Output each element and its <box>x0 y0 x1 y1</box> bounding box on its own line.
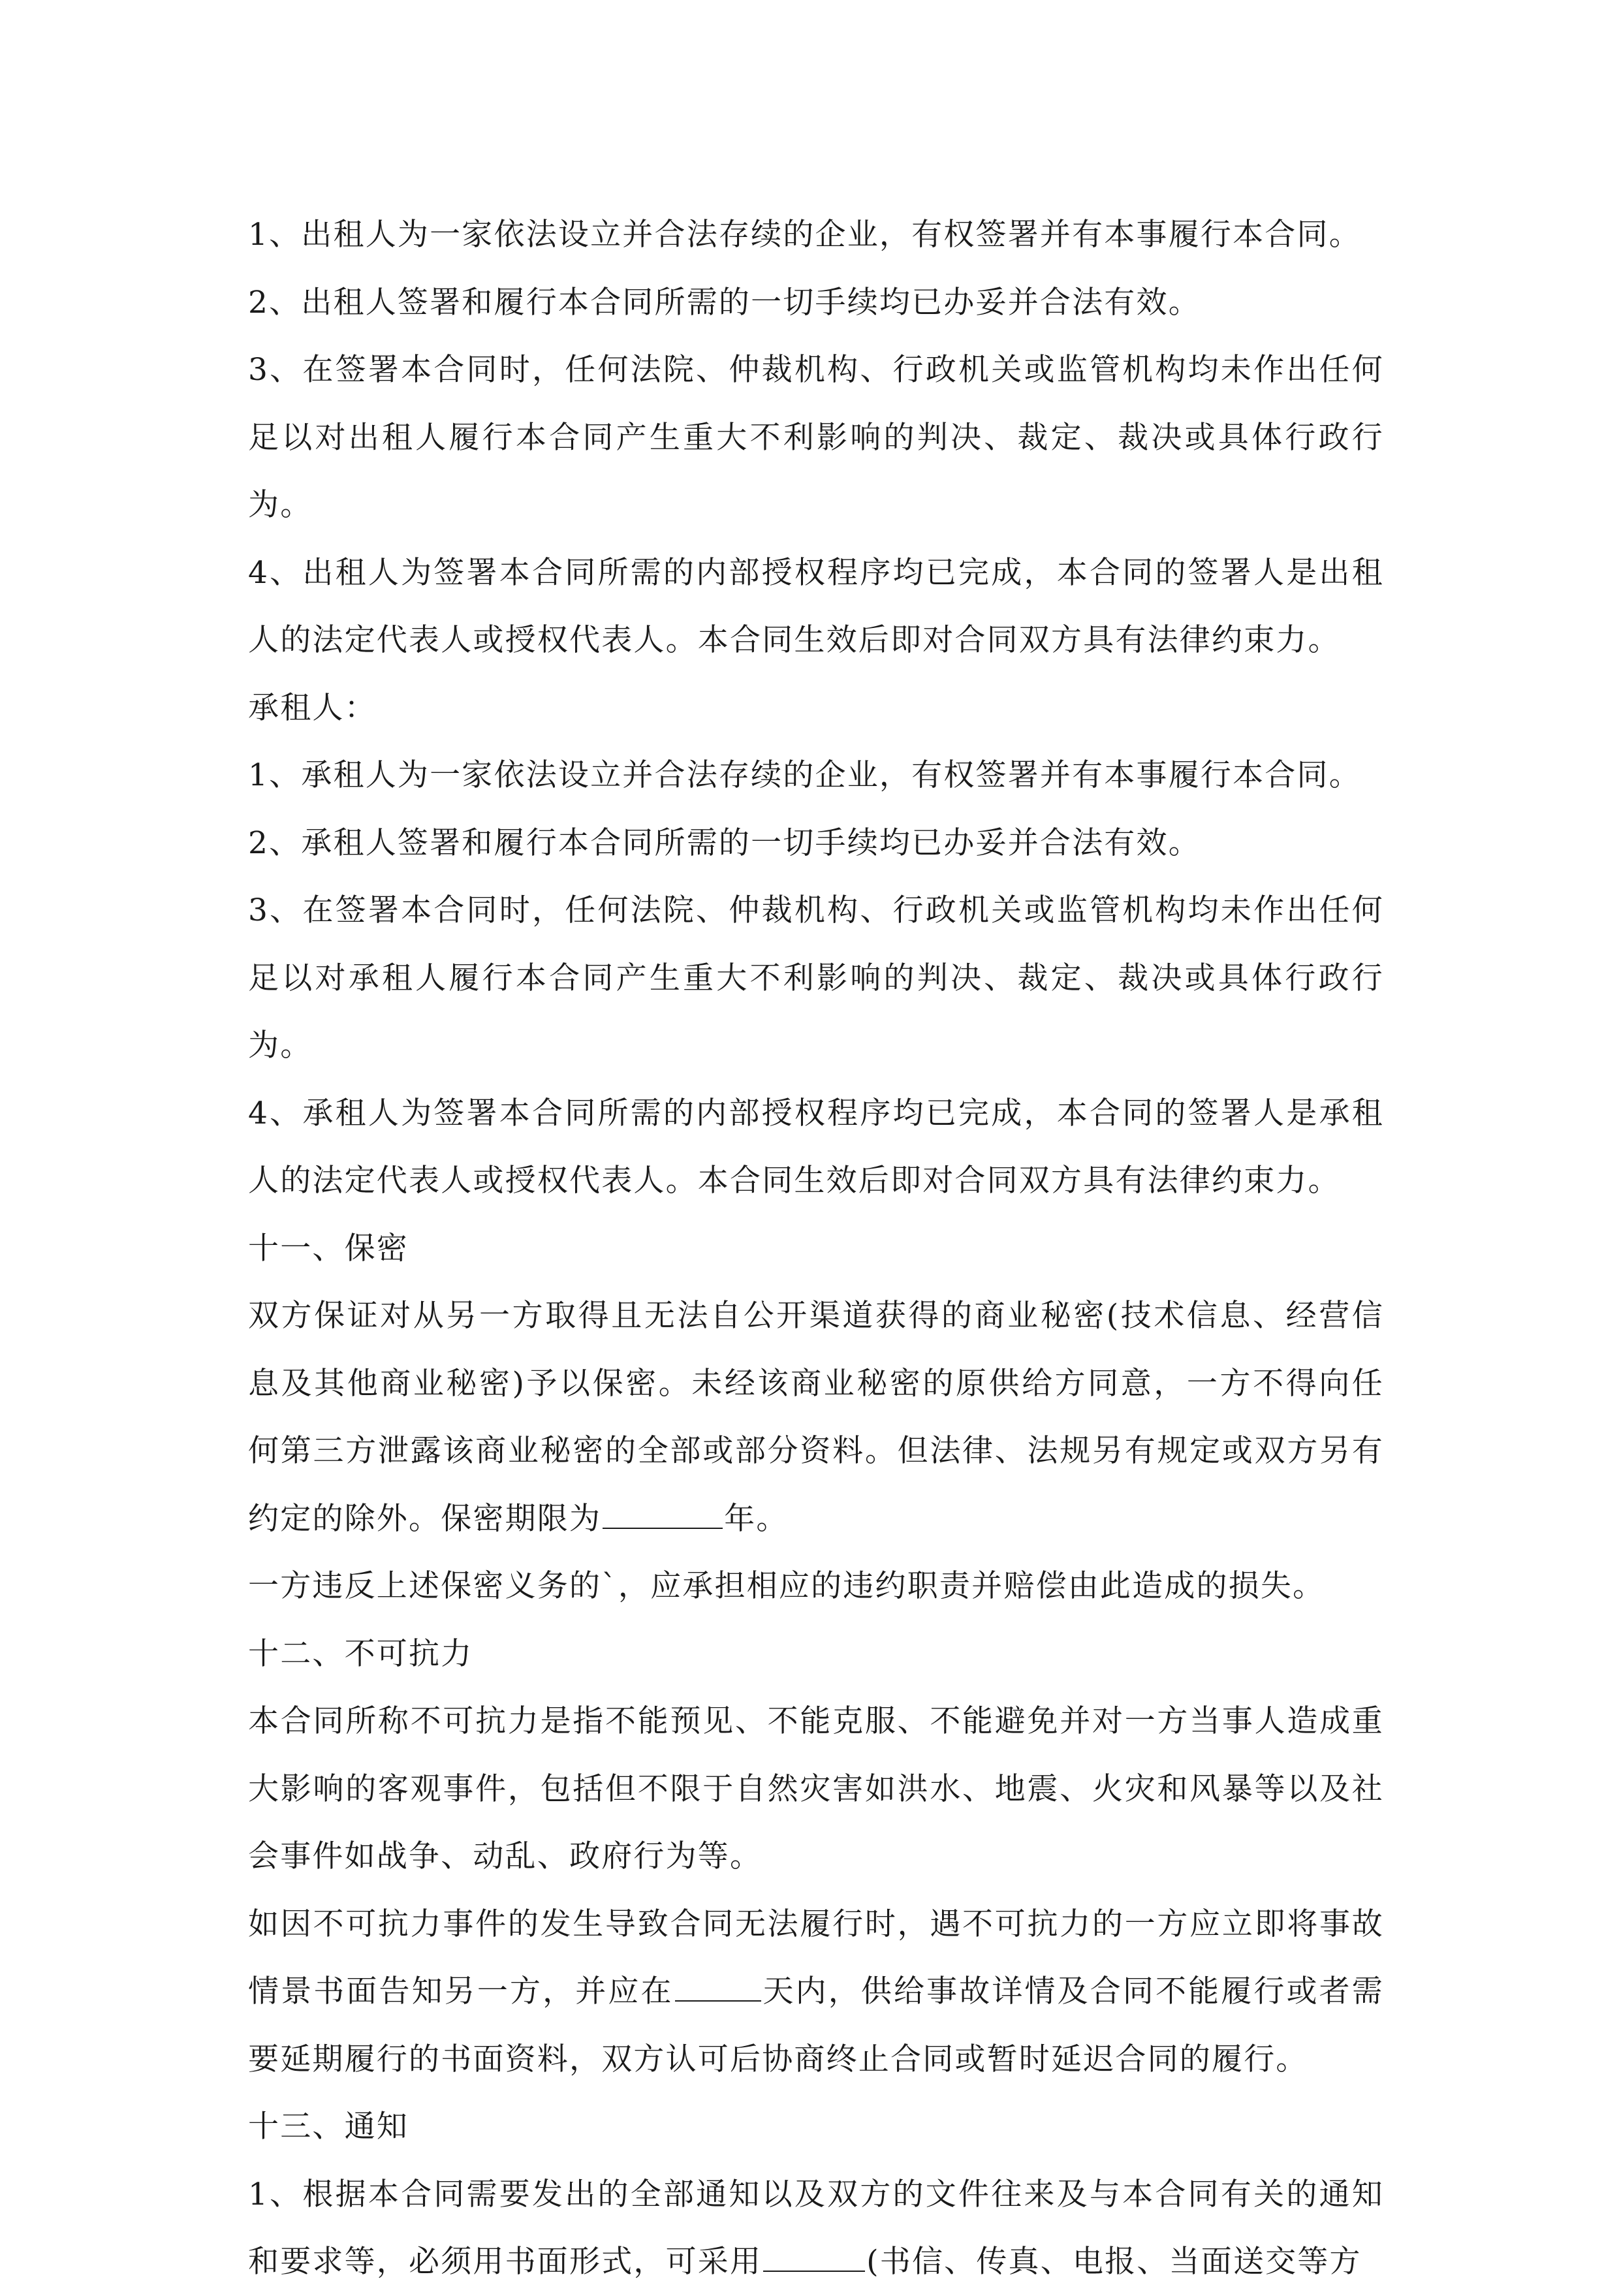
confidentiality-years-blank <box>603 1499 723 1529</box>
section-13-heading: 十三、通知 <box>248 2109 409 2145</box>
section-11-text-after-blank: 年。 <box>724 1500 789 1537</box>
lessor-clause-2: 2、出租人签署和履行本合同所需的一切手续均已办妥并合法有效。 <box>248 284 1201 321</box>
lessor-clause-1: 1、出租人为一家依法设立并合法存续的企业，有权签署并有本事履行本合同。 <box>248 217 1361 253</box>
notice-method-blank <box>763 2242 865 2272</box>
section-12-text-before-blank: 如因不可抗力事件的发生导致合同无法履行时，遇不可抗力的一方应立即将事故情景书面告知另一方，并应在 <box>248 1906 1384 2009</box>
section-11-heading: 十一、保密 <box>248 1230 409 1266</box>
section-13-paragraph-1 <box>248 2161 1384 2296</box>
lessor-clause-4: 4、出租人为签署本合同所需的内部授权程序均已完成，本合同的签署人是出租人的法定代表人或授权代表人。本合同生效后即对合同双方具有法律约束力。 <box>248 554 1384 658</box>
lessee-clause-2: 2、承租人签署和履行本合同所需的一切手续均已办妥并合法有效。 <box>248 825 1201 861</box>
lessee-clause-4: 4、承租人为签署本合同所需的内部授权程序均已完成，本合同的签署人是承租人的法定代表人或授权代表人。本合同生效后即对合同双方具有法律约束力。 <box>248 1095 1384 1199</box>
section-11-paragraph-2: 一方违反上述保密义务的`，应承担相应的违约职责并赔偿由此造成的损失。 <box>248 1568 1325 1604</box>
lessor-clause-3: 3、在签署本合同时，任何法院、仲裁机构、行政机关或监管机构均未作出任何足以对出租人履行本合同产生重大不利影响的判决、裁定、裁决或具体行政行为。 <box>248 352 1384 523</box>
section-12-paragraph-2 <box>248 1891 1384 2094</box>
section-13-text-before-blank: 1、根据本合同需要发出的全部通知以及双方的文件往来及与本合同有关的通知和要求等，必须用书面形式，可采用 <box>248 2176 1384 2280</box>
document-body <box>248 201 1384 2296</box>
section-12-text-after-blank: 天内，供给事故详情及合同不能履行或者需要延期履行的书面资料，双方认可后协商终止合同或暂时延迟合同的履行。 <box>248 1974 1384 2077</box>
lessee-clause-1: 1、承租人为一家依法设立并合法存续的企业，有权签署并有本事履行本合同。 <box>248 757 1361 793</box>
lessee-heading: 承租人： <box>248 689 377 726</box>
section-11-paragraph-1 <box>248 1282 1384 1552</box>
section-12-paragraph-1: 本合同所称不可抗力是指不能预见、不能克服、不能避免并对一方当事人造成重大影响的客观事件，包括但不限于自然灾害如洪水、地震、火灾和风暴等以及社会事件如战争、动乱、政府行为等。 <box>248 1703 1384 1874</box>
section-11-text-before-blank: 双方保证对从另一方取得且无法自公开渠道获得的商业秘密(技术信息、经营信息及其他商业秘密)予以保密。未经该商业秘密的原供给方同意，一方不得向任何第三方泄露该商业秘密的全部或部分资料。但法律、法规另有规定或双方另有约定的除外。保密期限为 <box>248 1298 1384 1537</box>
section-12-heading: 十二、不可抗力 <box>248 1635 473 1672</box>
lessee-clause-3: 3、在签署本合同时，任何法院、仲裁机构、行政机关或监管机构均未作出任何足以对承租人履行本合同产生重大不利影响的判决、裁定、裁决或具体行政行为。 <box>248 892 1384 1063</box>
notice-days-blank <box>675 1972 761 2002</box>
section-13-text-after-blank: (书信、传真、电报、当面送交等方 <box>866 2244 1362 2280</box>
